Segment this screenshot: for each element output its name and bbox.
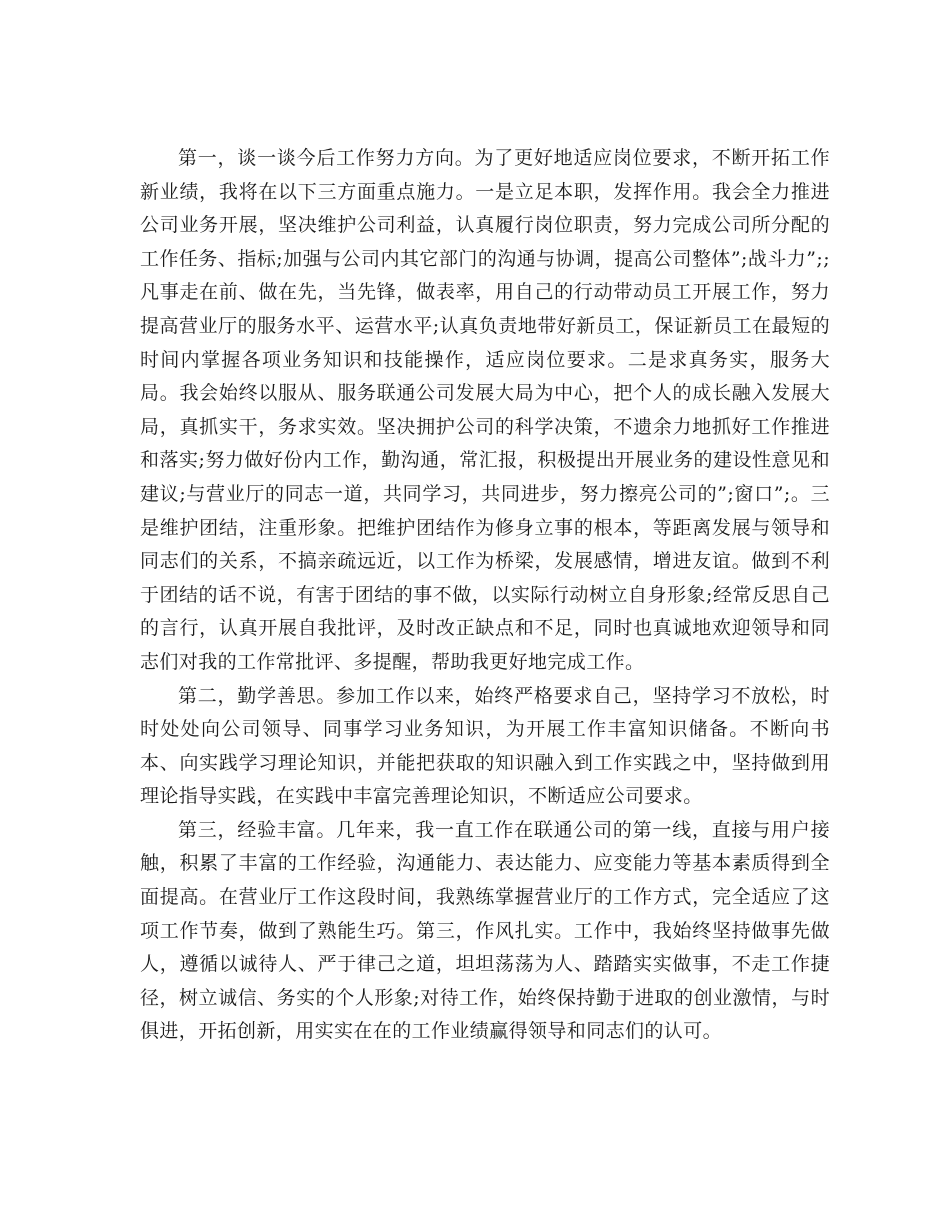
paragraph-rich-experience: 第三，经验丰富。几年来，我一直工作在联通公司的第一线，直接与用户接触，积累了丰富的工作经验，沟通能力、表达能力、应变能力等基本素质得到全面提高。在营业厅工作这段时间，我熟练掌握营业厅的工作方式，完全适应了这项工作节奏，做到了熟能生巧。第三，作风扎实。工作中，我始终坚持做事先做人，遵循以诚待人、严于律己之道，坦坦荡荡为人、踏踏实实做事，不走工作捷径，树立诚信、务实的个人形象;对待工作，始终保持勤于进取的创业激情，与时俱进，开拓创新，用实实在在的工作业绩赢得领导和同志们的认可。	[140, 818, 830, 1043]
paragraph-diligent-study: 第二，勤学善思。参加工作以来，始终严格要求自己，坚持学习不放松，时时处处向公司领导、同事学习业务知识，为开展工作丰富知识储备。不断向书本、向实践学习理论知识，并能把获取的知识融入到工作实践之中，坚持做到用理论指导实践，在实践中丰富完善理论知识，不断适应公司要求。	[140, 684, 830, 808]
paragraph-work-direction: 第一，谈一谈今后工作努力方向。为了更好地适应岗位要求，不断开拓工作新业绩，我将在以下三方面重点施力。一是立足本职，发挥作用。我会全力推进公司业务开展，坚决维护公司利益，认真履行岗位职责，努力完成公司所分配的工作任务、指标;加强与公司内其它部门的沟通与协调，提高公司整体”;战斗力”;;凡事走在前、做在先，当先锋，做表率，用自己的行动带动员工开展工作，努力提高营业厅的服务水平、运营水平;认真负责地带好新员工，保证新员工在最短的时间内掌握各项业务知识和技能操作，适应岗位要求。二是求真务实，服务大局。我会始终以服从、服务联通公司发展大局为中心，把个人的成长融入发展大局，真抓实干，务求实效。坚决拥护公司的科学决策，不遗余力地抓好工作推进和落实;努力做好份内工作，勤沟通，常汇报，积极提出开展业务的建设性意见和建议;与营业厅的同志一道，共同学习，共同进步，努力擦亮公司的”;窗口”;。三是维护团结，注重形象。把维护团结作为修身立事的根本，等距离发展与领导和同志们的关系，不搞亲疏远近，以工作为桥梁，发展感情，增进友谊。做到不利于团结的话不说，有害于团结的事不做，以实际行动树立自身形象;经常反思自己的言行，认真开展自我批评，及时改正缺点和不足，同时也真诚地欢迎领导和同志们对我的工作常批评、多提醒，帮助我更好地完成工作。	[140, 147, 830, 673]
document-page	[140, 142, 830, 1049]
